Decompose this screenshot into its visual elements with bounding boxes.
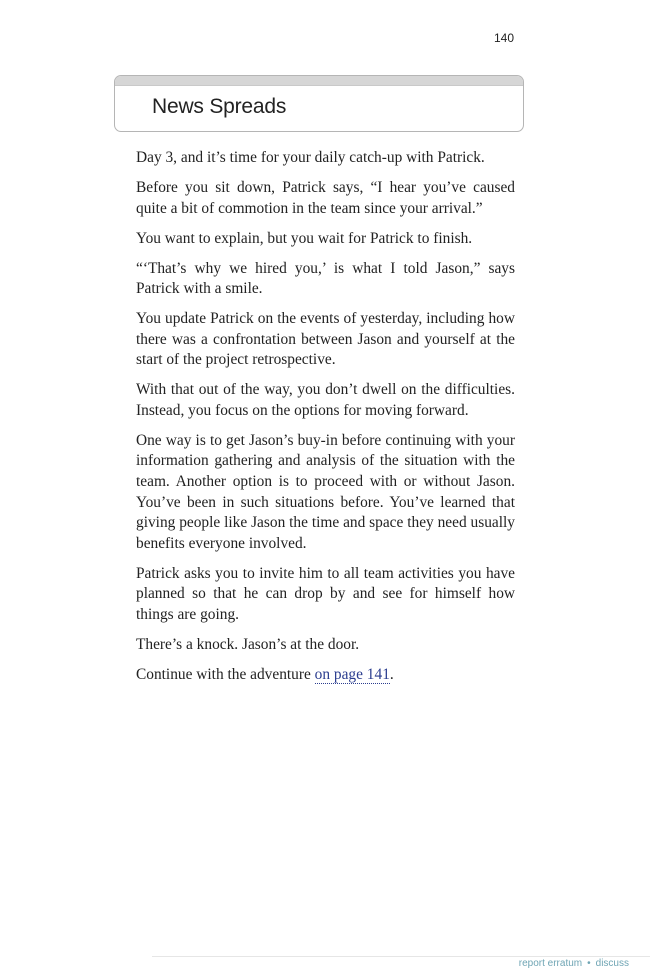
paragraph: Patrick asks you to invite him to all team activities you have planned so that he can drop by and see for himself how things are going.: [136, 564, 515, 624]
paragraph: You update Patrick on the events of yesterday, including how there was a confrontation between Jason and yourself at the start of the project retrospective.: [136, 310, 515, 369]
body-text: [136, 148, 515, 695]
paragraph: Before you sit down, Patrick says, “I hear you’ve caused quite a bit of commotion in the team since your arrival.”: [136, 178, 515, 217]
footer-links: [519, 958, 629, 969]
continue-suffix: .: [389, 665, 394, 683]
paragraph: Day 3, and it’s time for your daily catch-up with Patrick.: [136, 149, 485, 166]
section-header-box: [114, 75, 524, 132]
paragraph: There’s a knock. Jason’s at the door.: [136, 636, 360, 653]
section-title: News Spreads: [152, 95, 287, 118]
report-erratum-link[interactable]: report erratum: [518, 958, 583, 969]
paragraph: “‘That’s why we hired you,’ is what I told Jason,” says Patrick with a smile.: [136, 259, 515, 298]
continue-paragraph: [136, 665, 515, 686]
footer-separator: •: [587, 958, 591, 969]
footer-divider: [152, 956, 650, 957]
discuss-link[interactable]: discuss: [595, 958, 629, 969]
paragraph: With that out of the way, you don’t dwell on the difficulties. Instead, you focus on the options for moving forward.: [136, 381, 515, 419]
page-141-link[interactable]: on page 141: [314, 665, 390, 683]
continue-prefix: Continue with the adventure: [136, 665, 315, 683]
page-number: 140: [493, 31, 514, 45]
paragraph: You want to explain, but you wait for Patrick to finish.: [136, 229, 473, 247]
section-header-bar: [115, 76, 523, 86]
paragraph: One way is to get Jason’s buy-in before continuing with your information gathering and analysis of the situation with the team. Another option is to proceed with or without Jason. You’ve been in such situations before. You’ve learned that giving people like Jason the time and space they need usually benefits everyone involved.: [136, 431, 515, 552]
